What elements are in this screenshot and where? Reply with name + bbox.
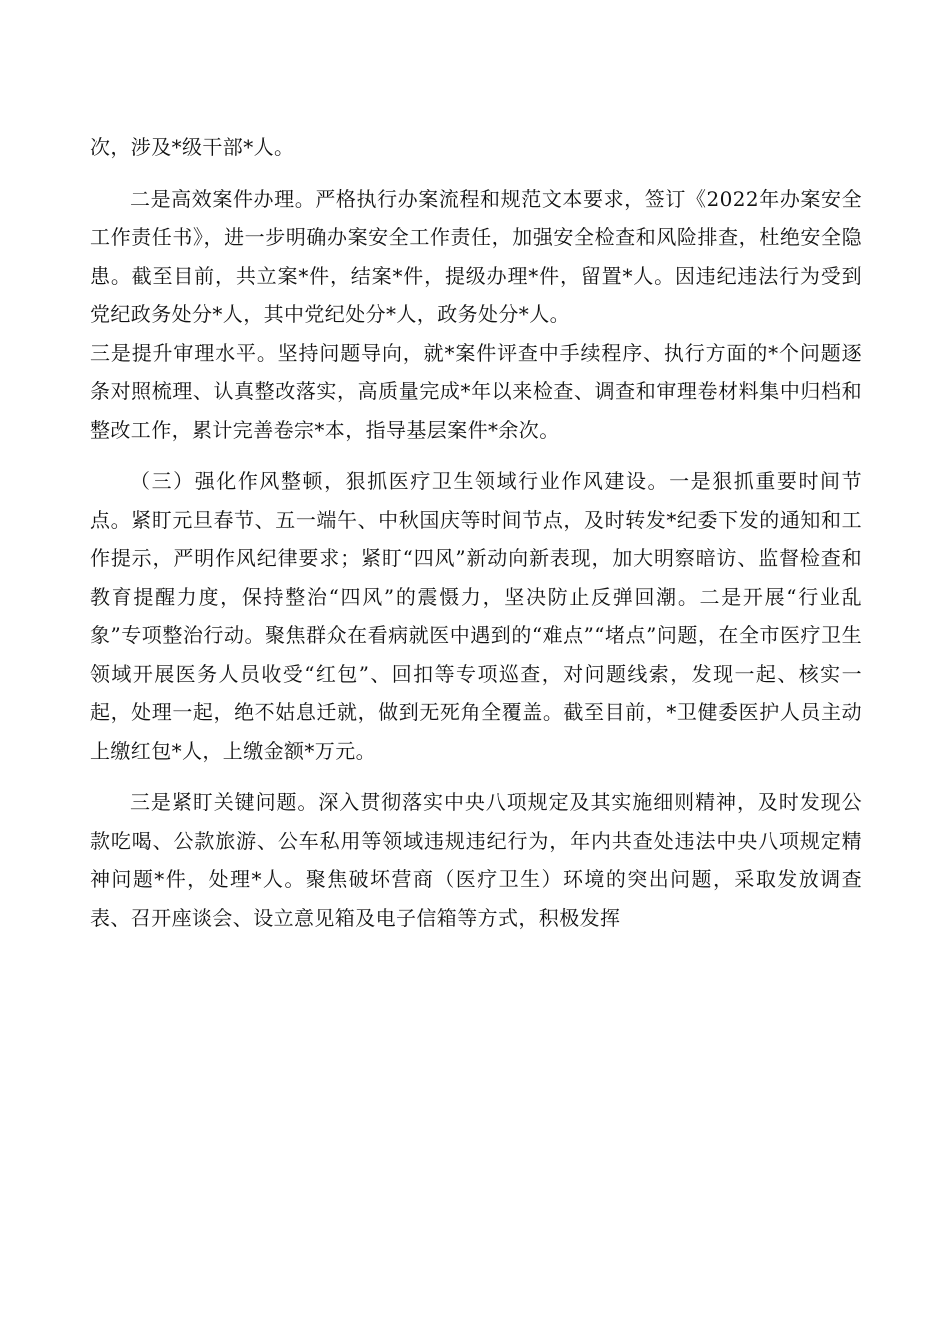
- paragraph-1: 次，涉及*级干部*人。: [90, 135, 295, 159]
- paragraph-3: 三是提升审理水平。坚持问题导向，就*案件评查中手续程序、执行方面的*个问题逐条对照梳理、认真整改落实，高质量完成*年以来检查、调查和审理卷材料集中归档和整改工作，累计完善卷宗*本，指导基层案件*余次。: [90, 340, 862, 442]
- paragraph-4: （三）强化作风整顿，狠抓医疗卫生领域行业作风建设。一是狠抓重要时间节点。紧盯元旦春节、五一端午、中秋国庆等时间节点，及时转发*纪委下发的通知和工作提示，严明作风纪律要求；紧盯“四风”新动向新表现，加大明察暗访、监督检查和教育提醒力度，保持整治“四风”的震慑力，坚决防止反弹回潮。二是开展“行业乱象”专项整治行动。聚焦群众在看病就医中遇到的“难点”“堵点”问题，在全市医疗卫生领域开展医务人员收受“红包”、回扣等专项巡查，对问题线索，发现一起、核实一起，处理一起，绝不姑息迁就，做到无死角全覆盖。截至目前，*卫健委医护人员主动上缴红包*人，上缴金额*万元。: [90, 469, 862, 763]
- paragraph-2: 二是高效案件办理。严格执行办案流程和规范文本要求，签订《2022年办案安全工作责任书》，进一步明确办案安全工作责任，加强安全检查和风险排查，杜绝安全隐患。截至目前，共立案*件，结案*件，提级办理*件，留置*人。因违纪违法行为受到党纪政务处分*人，其中党纪处分*人，政务处分*人。: [90, 186, 862, 326]
- paragraph-5: 三是紧盯关键问题。深入贯彻落实中央八项规定及其实施细则精神，及时发现公款吃喝、公款旅游、公车私用等领域违规违纪行为，年内共查处违法中央八项规定精神问题*件，处理*人。聚焦破坏营商（医疗卫生）环境的突出问题，采取发放调查表、召开座谈会、设立意见箱及电子信箱等方式，积极发挥: [90, 790, 862, 930]
- document-body: [90, 128, 862, 937]
